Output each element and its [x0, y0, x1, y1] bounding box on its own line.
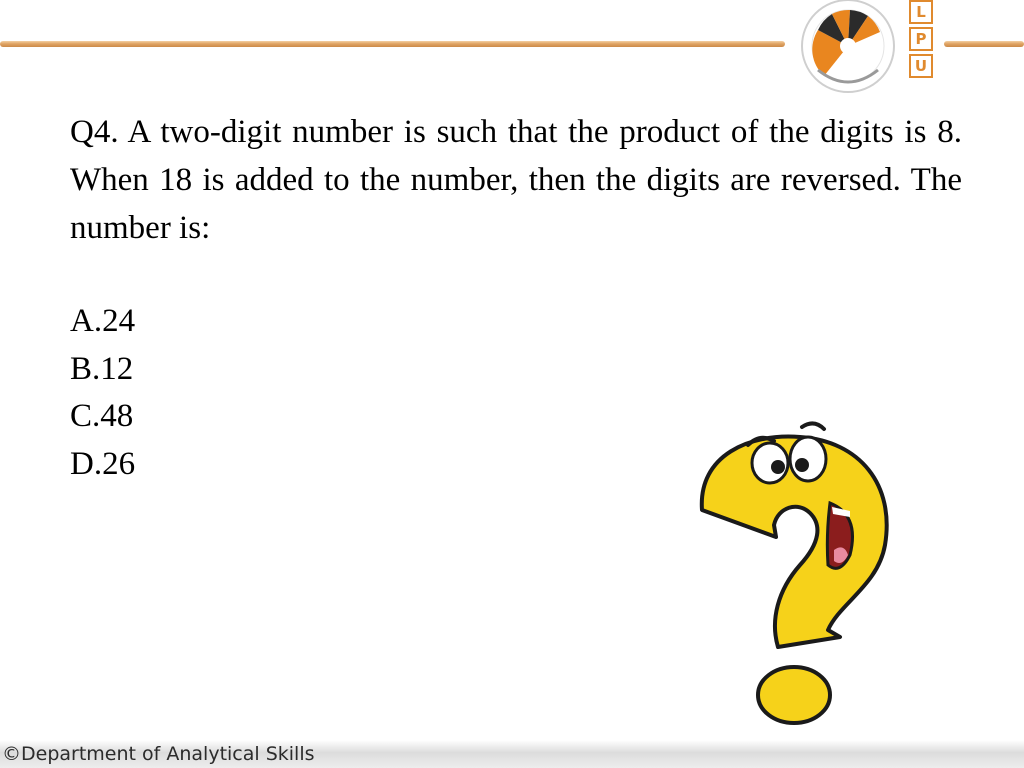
question-mark-mascot-icon — [690, 415, 900, 725]
footer-copyright: ©Department of Analytical Skills — [2, 743, 315, 765]
lpu-logo — [906, 0, 936, 81]
logo-letter-u: U — [909, 54, 933, 78]
option-a: A.24 — [70, 303, 136, 339]
option-b: B.12 — [70, 350, 134, 387]
option-c: C.48 — [70, 398, 134, 434]
header-rule-left — [0, 41, 785, 47]
answer-options — [70, 298, 135, 488]
university-seal-icon — [798, 0, 900, 96]
header-rule-right — [944, 41, 1024, 47]
footer-bar — [0, 740, 1024, 768]
question-text: Q4. A two-digit number is such that the product of the digits is 8. When 18 is added to the number, then the digits are reversed. The number is: — [70, 114, 962, 246]
logo-letter-l: L — [909, 0, 933, 24]
logo-letter-p: P — [909, 27, 933, 51]
option-d: D.26 — [70, 445, 136, 482]
